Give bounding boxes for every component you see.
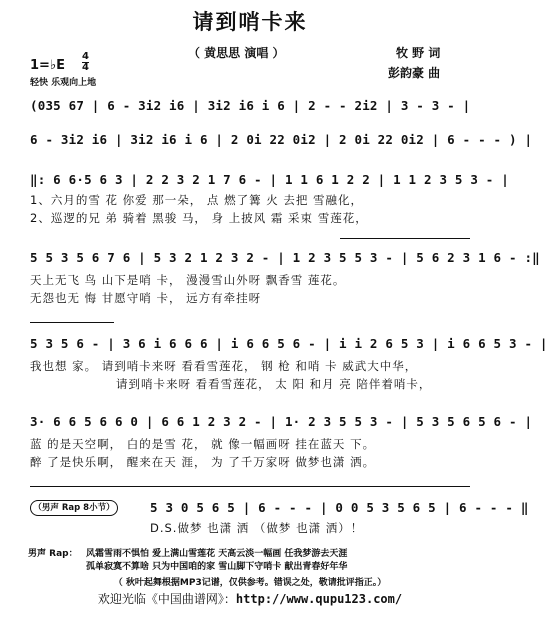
time-signature <box>82 52 89 73</box>
site-credit <box>0 590 500 607</box>
composer-credit: 彭韵豪 曲 <box>388 66 441 80</box>
music-line-7: 5 3 0 5 6 5 | 6 - - - | 0 0 5 3 5 6 5 | 6 - - - ‖ <box>150 500 529 515</box>
music-line-4: 5 5 3 5 6 7 6 | 5 3 2 1 2 3 2 - | 1 2 3 5 5 3 - | 5 6 2 3 1 6 - :‖ <box>30 250 540 265</box>
lyric-line-3b: 2、巡逻的兄 弟 骑着 黑骏 马， 身 上披风 霜 采束 雪莲花， <box>30 211 368 225</box>
lyric-line-4b: 无怨也无 悔 甘愿守哨 卡， 远方有牵挂呀 <box>30 291 262 305</box>
lyric-line-4a: 天上无飞 鸟 山下是哨 卡， 漫漫雪山外呀 飘香雪 莲花。 <box>30 273 346 287</box>
music-line-3: ‖: 6 6·5 6 3 | 2 2 3 2 1 7 6 - | 1 1 6 1 2 2 | 1 1 2 3 5 3 - | <box>30 172 509 187</box>
time-signature-top: 4 <box>82 51 89 62</box>
lyric-line-3a: 1、六月的雪 花 你爱 那一朵， 点 燃了篝 火 去把 雪融化， <box>30 193 364 207</box>
volta-bracket <box>340 238 470 239</box>
key-signature: 1=♭E <box>30 58 65 73</box>
rap-section-box: （男声 Rap 8小节） <box>30 500 118 516</box>
lyricist-credit: 牧 野 词 <box>396 46 441 60</box>
music-line-5: 5 3 5 6 - | 3 6 i 6 6 6 | i 6 6 5 6 - | i i 2 6 5 3 | i 6 6 5 3 - | <box>30 336 548 351</box>
rap-label: 男声 Rap： <box>28 549 78 559</box>
tempo-marking: 轻快 乐观向上地 <box>30 78 97 88</box>
site-credit-prefix: 欢迎光临《中国曲谱网》： <box>97 592 236 606</box>
lyric-line-5b: 请到哨卡来呀 看看雪莲花， 太 阳 和月 亮 陪伴着哨卡， <box>116 377 432 391</box>
rap-line-1: 风霜雪雨不惧怕 爱上满山雪莲花 天高云淡一幅画 任我梦游去天涯 <box>86 549 348 559</box>
song-title: 请到哨卡来 <box>192 10 308 34</box>
volta-bracket-2 <box>30 322 114 323</box>
rap-line-2: 孤单寂寞不算啥 只为中国咱的家 雪山脚下守哨卡 献出青春好年华 <box>86 562 348 572</box>
lyric-line-5a: 我也想 家。 请到哨卡来呀 看看雪莲花， 钢 枪 和哨 卡 威武大中华， <box>30 359 418 373</box>
time-signature-bottom: 4 <box>82 62 89 73</box>
music-line-6: 3· 6 6 5 6 6 0 | 6 6 1 2 3 2 - | 1· 2 3 5 5 3 - | 5 3 5 6 5 6 - | <box>30 414 533 429</box>
site-url-link[interactable]: http://www.qupu123.com/ <box>235 592 403 606</box>
transcription-note: （ 秋叶起舞根据MP3记谱，仅供参考。错误之处，敬请批评指正。） <box>113 578 387 588</box>
music-line-2: 6 - 3i2 i6 | 3i2 i6 i 6 | 2 0i 22 0i2 | 2 0i 22 0i2 | 6 - - - ) | <box>30 132 533 147</box>
lyric-line-6a: 蓝 的是天空啊， 白的是雪 花， 就 像一幅画呀 挂在蓝天 下。 <box>30 437 376 451</box>
lyric-line-7: D.S.做梦 也潇 洒 （做梦 也潇 洒）！ <box>150 521 364 535</box>
section-divider <box>30 486 470 487</box>
music-line-1: (035 67 | 6 - 3i2 i6 | 3i2 i6 i 6 | 2 - - 2i2 | 3 - 3 - | <box>30 98 471 113</box>
singer-credit: （ 黄思思 演唱 ） <box>188 46 285 60</box>
lyric-line-6b: 醉 了是快乐啊， 醒来在天 涯， 为 了千万家呀 做梦也潇 洒。 <box>30 455 376 469</box>
